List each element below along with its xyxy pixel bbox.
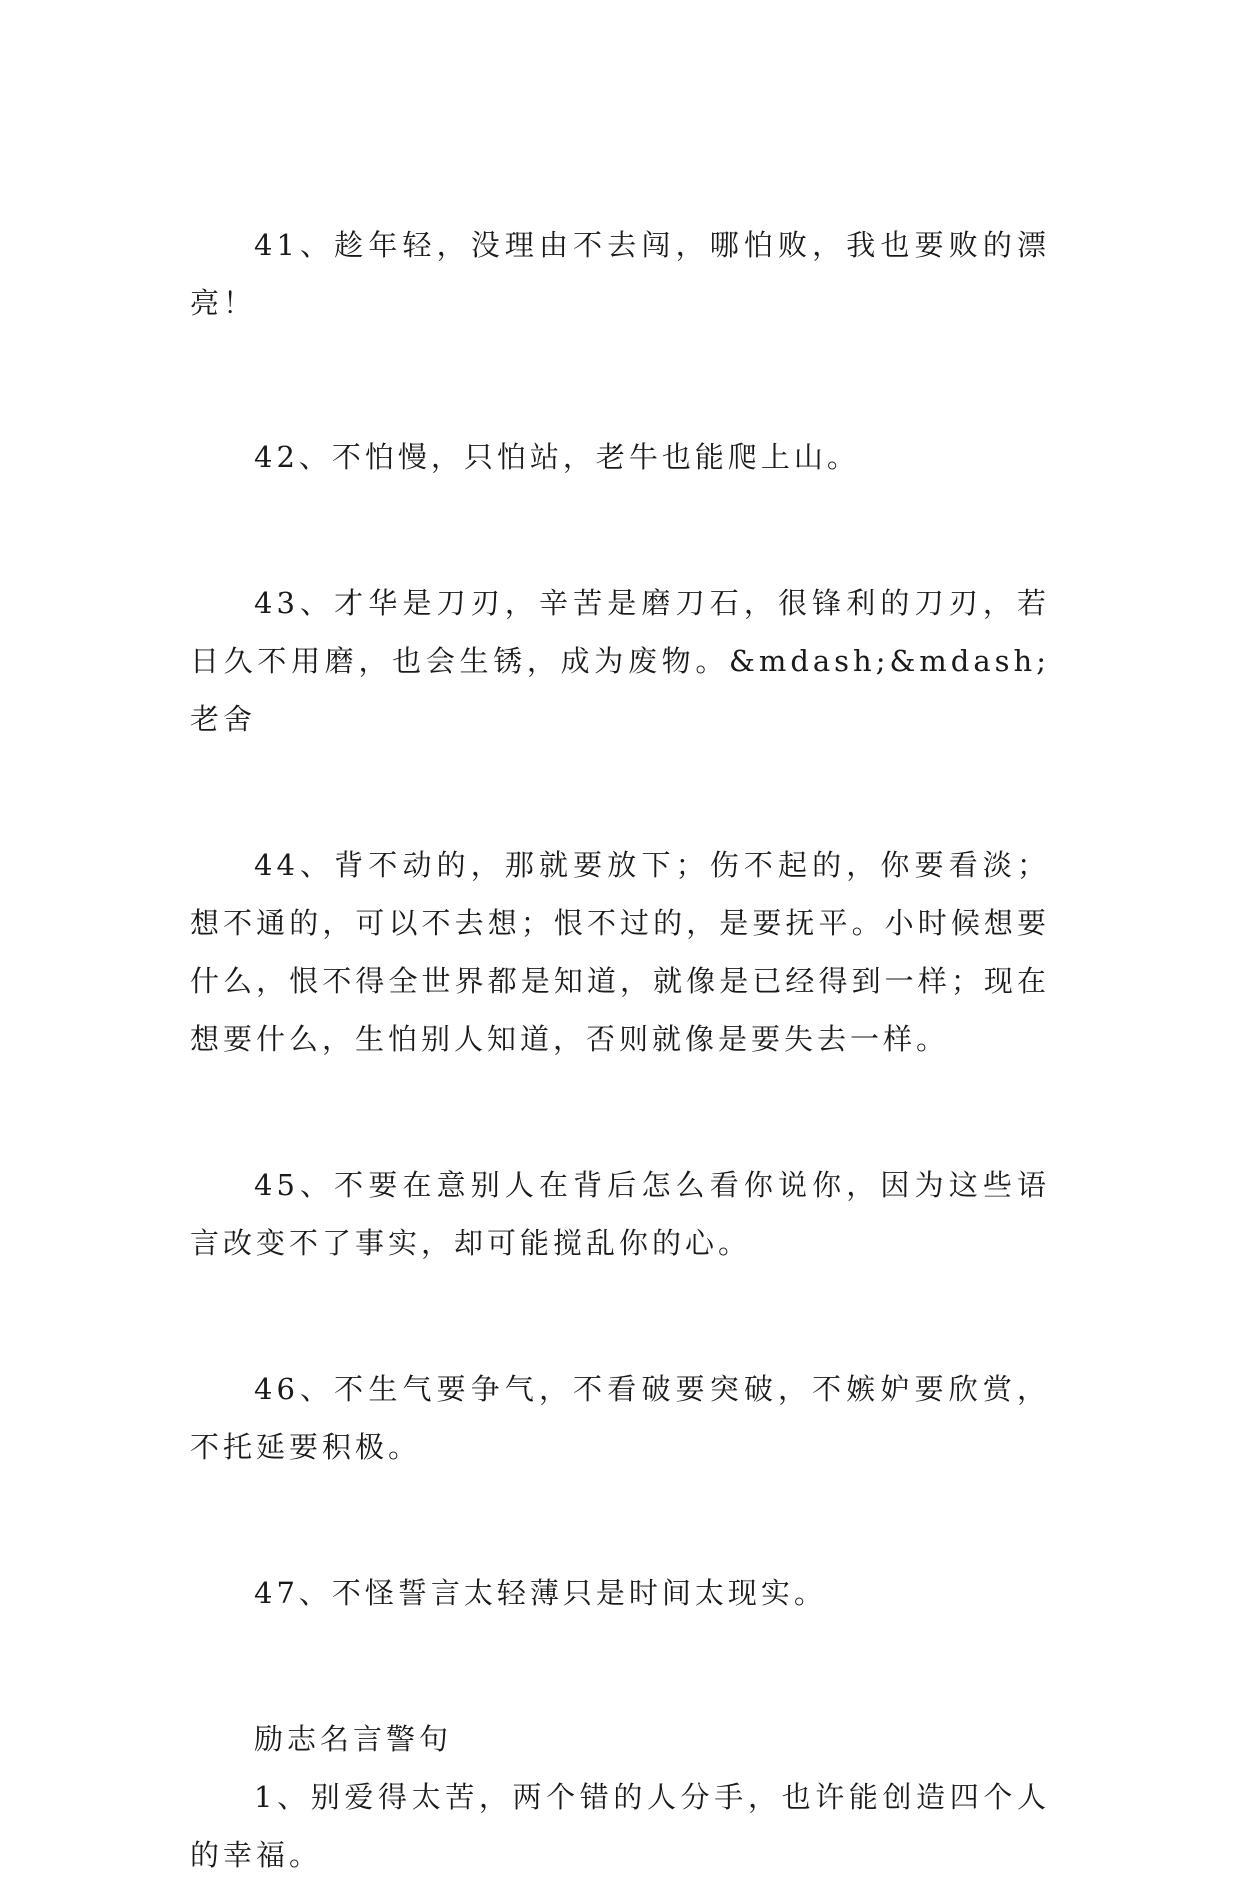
section-quote-paragraph-1: 1、别爱得太苦，两个错的人分手，也许能创造四个人的幸福。 [190,1780,1050,1872]
quote-paragraph-41: 41、趁年轻，没理由不去闯，哪怕败，我也要败的漂亮！ [190,228,1050,320]
quote-paragraph-43: 43、才华是刀刃，辛苦是磨刀石，很锋利的刀刃，若日久不用磨，也会生锈，成为废物。&mdash;&mdash;老舍 [190,586,1050,736]
quote-paragraph-47: 47、不怪誓言太轻薄只是时间太现实。 [254,1576,827,1610]
quote-paragraph-42: 42、不怕慢，只怕站，老牛也能爬上山。 [254,440,860,474]
document-body [190,216,1050,1884]
quote-paragraph-46: 46、不生气要争气，不看破要突破，不嫉妒要欣赏，不托延要积极。 [190,1372,1050,1464]
quote-paragraph-44: 44、背不动的，那就要放下；伤不起的，你要看淡；想不通的，可以不去想；恨不过的，是要抚平。小时候想要什么，恨不得全世界都是知道，就像是已经得到一样；现在想要什么，生怕别人知道，否则就像是要失去一样。 [190,848,1050,1056]
section-heading: 励志名言警句 [254,1722,453,1756]
quote-paragraph-45: 45、不要在意别人在背后怎么看你说你，因为这些语言改变不了事实，却可能搅乱你的心。 [190,1168,1050,1260]
